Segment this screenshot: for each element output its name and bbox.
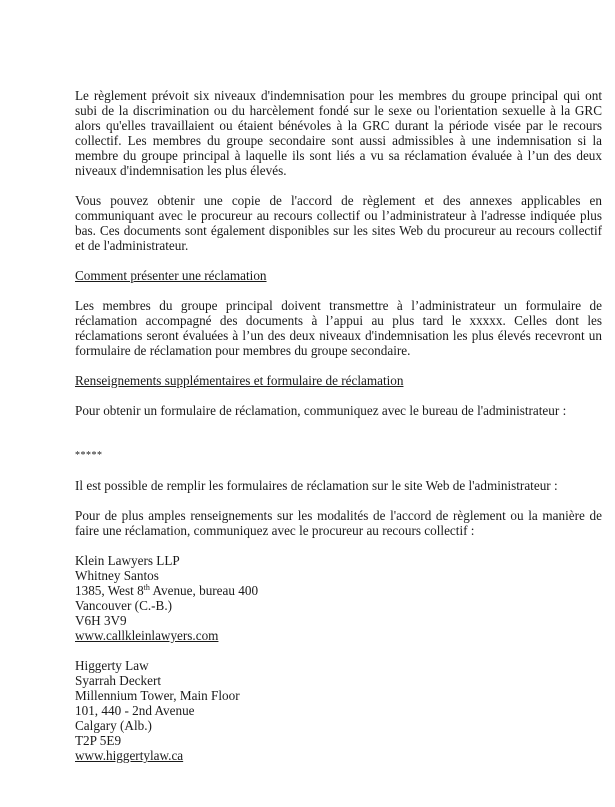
postal-code: T2P 5E9 [75,733,122,748]
street-address [75,583,602,598]
claim-deadline-paragraph: Les membres du groupe principal doivent transmettre à l’administrateur un formulaire de réclamation accompagné des documents à l’appui au plus tard le xxxxx. Celles dont les réclamations seront évaluées à l’un des deux niveaux d'indemnisation les plus élevés recevront un formulaire de réclamation pour membres du groupe secondaire. [75,298,602,358]
claim-form-paragraph: Pour obtenir un formulaire de réclamation, communiquez avec le bureau de l'administrateur : [75,403,567,418]
street-address: 101, 440 - 2nd Avenue [75,703,195,718]
agreement-copy-paragraph: Vous pouvez obtenir une copie de l'accord de règlement et des annexes applicables en communiquant avec le procureur au recours collectif ou l’administrateur à l'adresse indiquée plus bas. Ces documents sont également disponibles sur les sites Web du procureur au recours collectif et de l'administrateur. [75,193,602,253]
contact-person: Whitney Santos [75,568,159,583]
firm-name: Klein Lawyers LLP [75,553,180,568]
ordinal-suffix: th [143,583,150,592]
contact-person: Syarrah Deckert [75,673,162,688]
building: Millennium Tower, Main Floor [75,688,240,703]
website-link-higgerty[interactable]: www.higgertylaw.ca [75,748,184,763]
more-info-heading: Renseignements supplémentaires et formulaire de réclamation [75,373,404,388]
how-to-claim-heading: Comment présenter une réclamation [75,268,267,283]
contact-counsel-paragraph: Pour de plus amples renseignements sur les modalités de l'accord de règlement ou la manière de faire une réclamation, communiquez avec le procureur au recours collectif : [75,508,602,538]
settlement-levels-paragraph: Le règlement prévoit six niveaux d'indemnisation pour les membres du groupe principal qui ont subi de la discrimination ou du harcèlement fondé sur le sexe ou l'orientation sexuelle à la GRC alors qu'elles travaillaient ou étaient bénévoles à la GRC durant la période visée par le recours collectif. Les membres du groupe secondaire sont aussi admissibles à une indemnisation si la membre du groupe principal à laquelle ils sont liés a vu sa réclamation évaluée à l’un des deux niveaux d'indemnisation les plus élevés. [75,88,602,178]
firm-name: Higgerty Law [75,658,149,673]
document-page [75,88,602,778]
street-part: Avenue, bureau 400 [149,583,259,598]
placeholder-stars: ***** [75,450,103,461]
postal-code: V6H 3V9 [75,613,127,628]
city: Calgary (Alb.) [75,718,152,733]
website-link-klein[interactable]: www.callkleinlawyers.com [75,628,219,643]
contact-block-higgerty [75,658,602,763]
contact-block-klein [75,553,602,643]
city: Vancouver (C.-B.) [75,598,173,613]
online-claim-paragraph: Il est possible de remplir les formulaires de réclamation sur le site Web de l'administrateur : [75,478,558,493]
spacer [75,433,602,448]
street-part: 1385, West 8 [75,583,144,598]
